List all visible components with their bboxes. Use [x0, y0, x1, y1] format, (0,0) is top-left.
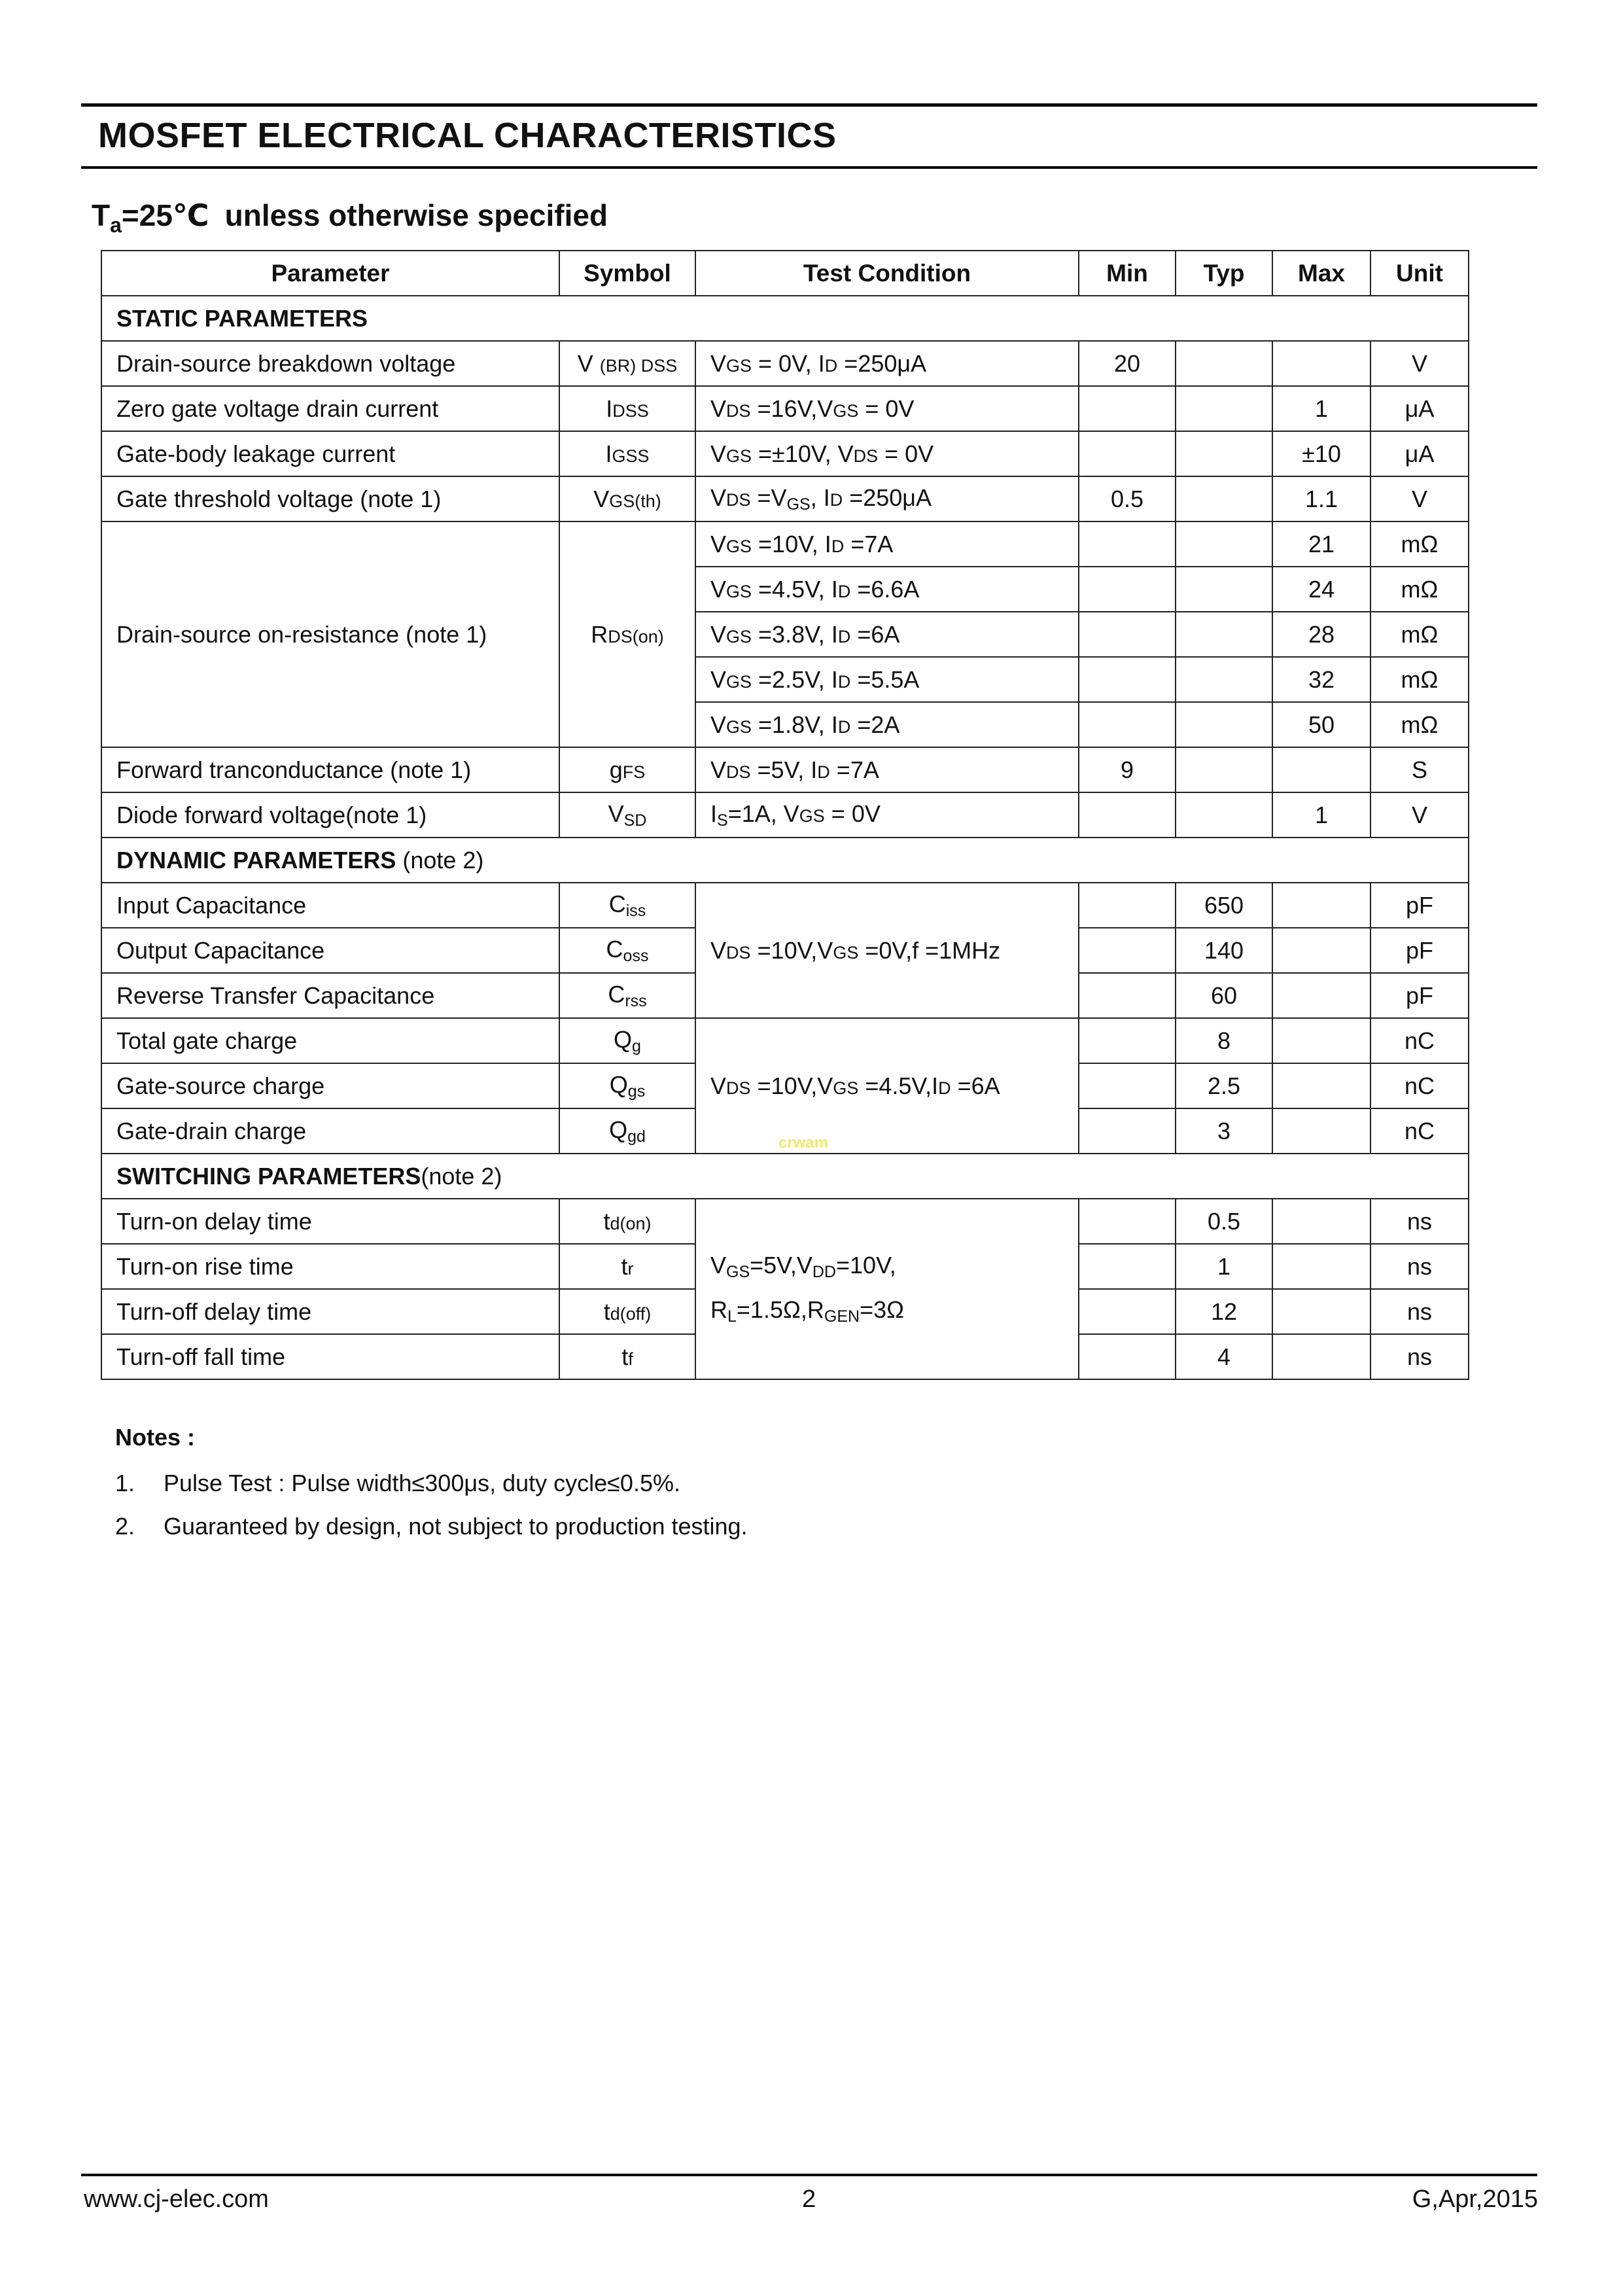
unit-cell: μA [1370, 386, 1469, 431]
header-typ: Typ [1176, 251, 1272, 296]
unit-cell: nC [1370, 1063, 1469, 1108]
param-cell: Gate-drain charge [101, 1108, 559, 1154]
condition-cell: VGS =2.5V, ID =5.5A [695, 657, 1079, 702]
param-cell: Turn-on rise time [101, 1244, 559, 1289]
notes-section [115, 1424, 748, 1556]
table-row [101, 431, 1469, 476]
max-cell [1272, 928, 1370, 973]
table-row [101, 1018, 1469, 1063]
param-cell: Gate threshold voltage (note 1) [101, 476, 559, 521]
unit-cell: mΩ [1370, 567, 1469, 612]
condition-cell: VDS $=V_{GS}$, ID =250μA [695, 476, 1079, 521]
typ-cell [1176, 702, 1272, 747]
max-cell: ±10 [1272, 431, 1370, 476]
max-cell [1272, 973, 1370, 1018]
param-cell: Turn-on delay time [101, 1199, 559, 1244]
header-min: Min [1079, 251, 1176, 296]
min-cell [1079, 1289, 1176, 1334]
typ-cell [1176, 476, 1272, 521]
table-row [101, 521, 1469, 567]
typ-cell [1176, 792, 1272, 838]
typ-cell [1176, 567, 1272, 612]
unit-cell: mΩ [1370, 521, 1469, 567]
symbol-cell: $C_{oss}$ [559, 928, 695, 973]
section-row-switching [101, 1154, 1469, 1199]
section-dynamic: DYNAMIC PARAMETERS (note 2) [101, 838, 1469, 883]
typ-cell [1176, 431, 1272, 476]
symbol-cell: td(on) [559, 1199, 695, 1244]
symbol-cell: VGS(th) [559, 476, 695, 521]
max-cell: 28 [1272, 612, 1370, 657]
param-cell: Turn-off delay time [101, 1289, 559, 1334]
condition-cell: VDS =16V,VGS = 0V [695, 386, 1079, 431]
condition-cell: VGS = 0V, ID =250μA [695, 341, 1079, 386]
watermark-text: crwam [778, 1134, 829, 1152]
max-cell [1272, 1289, 1370, 1334]
param-cell: Forward tranconductance (note 1) [101, 747, 559, 792]
condition-cell: VDS =5V, ID =7A [695, 747, 1079, 792]
param-cell: Output Capacitance [101, 928, 559, 973]
unit-cell: mΩ [1370, 702, 1469, 747]
condition-cell: VGS =4.5V, ID =6.6A [695, 567, 1079, 612]
typ-cell [1176, 657, 1272, 702]
min-cell [1079, 702, 1176, 747]
revision-date: G,Apr,2015 [1412, 2185, 1538, 2213]
unit-cell: pF [1370, 928, 1469, 973]
condition-cell: VDS =10V,VGS =4.5V,ID =6A [695, 1018, 1079, 1154]
unit-cell: μA [1370, 431, 1469, 476]
typ-cell: 4 [1176, 1334, 1272, 1379]
max-cell [1272, 341, 1370, 386]
min-cell: 20 [1079, 341, 1176, 386]
unit-cell: ns [1370, 1334, 1469, 1379]
table-row [101, 386, 1469, 431]
max-cell [1272, 1108, 1370, 1154]
footer-rule [81, 2174, 1537, 2176]
unit-cell: V [1370, 476, 1469, 521]
typ-cell: 8 [1176, 1018, 1272, 1063]
min-cell: 0.5 [1079, 476, 1176, 521]
max-cell: 1.1 [1272, 476, 1370, 521]
typ-cell: 2.5 [1176, 1063, 1272, 1108]
note-item: 2. Guaranteed by design, not subject to production testing. [115, 1513, 748, 1540]
typ-cell [1176, 747, 1272, 792]
min-cell [1079, 1063, 1176, 1108]
symbol-cell: $C_{iss}$ [559, 883, 695, 928]
unit-cell: pF [1370, 883, 1469, 928]
param-cell: Gate-source charge [101, 1063, 559, 1108]
max-cell [1272, 747, 1370, 792]
footer-url: www.cj-elec.com [84, 2185, 269, 2213]
condition-heading: $T_a=25℃$ unless otherwise specified [92, 198, 608, 238]
symbol-cell: $V_{SD}$ [559, 792, 695, 838]
condition-cell: VGS =10V, ID =7A [695, 521, 1079, 567]
max-cell [1272, 1018, 1370, 1063]
top-rule [81, 103, 1537, 107]
min-cell [1079, 612, 1176, 657]
header-symbol: Symbol [559, 251, 695, 296]
min-cell [1079, 567, 1176, 612]
title-underline [81, 166, 1537, 169]
param-cell: Zero gate voltage drain current [101, 386, 559, 431]
section-switching: SWITCHING PARAMETERS(note 2) [101, 1154, 1469, 1199]
min-cell [1079, 1199, 1176, 1244]
min-cell [1079, 1108, 1176, 1154]
header-unit: Unit [1370, 251, 1469, 296]
symbol-cell: IDSS [559, 386, 695, 431]
max-cell: 1 [1272, 792, 1370, 838]
unit-cell: ns [1370, 1244, 1469, 1289]
header-condition: Test Condition [695, 251, 1079, 296]
min-cell: 9 [1079, 747, 1176, 792]
condition-cell: $V_{GS}=5V,V_{DD}=10V$, $R_L=1.5\Omega,R_{GEN}=3\Omega$ [695, 1199, 1079, 1379]
typ-cell: 650 [1176, 883, 1272, 928]
notes-heading: Notes : [115, 1424, 196, 1451]
condition-cell: VGS =3.8V, ID =6A [695, 612, 1079, 657]
min-cell [1079, 883, 1176, 928]
min-cell [1079, 657, 1176, 702]
section-row-dynamic [101, 838, 1469, 883]
unit-cell: V [1370, 341, 1469, 386]
param-cell: Total gate charge [101, 1018, 559, 1063]
min-cell [1079, 386, 1176, 431]
typ-cell [1176, 386, 1272, 431]
symbol-cell: IGSS [559, 431, 695, 476]
condition-cell: VGS =±10V, VDS = 0V [695, 431, 1079, 476]
max-cell [1272, 1063, 1370, 1108]
table-row [101, 747, 1469, 792]
section-static: STATIC PARAMETERS [101, 296, 1469, 341]
condition-cell: VGS =1.8V, ID =2A [695, 702, 1079, 747]
param-cell: Diode forward voltage(note 1) [101, 792, 559, 838]
min-cell [1079, 431, 1176, 476]
min-cell [1079, 973, 1176, 1018]
unit-cell: V [1370, 792, 1469, 838]
max-cell: 1 [1272, 386, 1370, 431]
symbol-cell: tr [559, 1244, 695, 1289]
symbol-cell: $Q_{gs}$ [559, 1063, 695, 1108]
max-cell [1272, 1244, 1370, 1289]
symbol-cell: $C_{rss}$ [559, 973, 695, 1018]
header-parameter: Parameter [101, 251, 559, 296]
header-row [101, 251, 1469, 296]
unit-cell: pF [1370, 973, 1469, 1018]
max-cell: 50 [1272, 702, 1370, 747]
condition-cell: $I_S=1A$, VGS = 0V [695, 792, 1079, 838]
unit-cell: mΩ [1370, 657, 1469, 702]
table-row [101, 792, 1469, 838]
unit-cell: mΩ [1370, 612, 1469, 657]
min-cell [1079, 521, 1176, 567]
condition-cell: VDS =10V,VGS =0V,f =1MHz [695, 883, 1079, 1018]
max-cell [1272, 1199, 1370, 1244]
note-item: 1. Pulse Test : Pulse width≤300μs, duty cycle≤0.5%. [115, 1470, 680, 1496]
symbol-cell: V (BR) DSS [559, 341, 695, 386]
param-cell: Reverse Transfer Capacitance [101, 973, 559, 1018]
typ-cell [1176, 341, 1272, 386]
typ-cell: 3 [1176, 1108, 1272, 1154]
typ-cell: 60 [1176, 973, 1272, 1018]
table-row [101, 476, 1469, 521]
min-cell [1079, 1244, 1176, 1289]
symbol-cell: $Q_g$ [559, 1018, 695, 1063]
unit-cell: ns [1370, 1199, 1469, 1244]
header-max: Max [1272, 251, 1370, 296]
min-cell [1079, 928, 1176, 973]
min-cell [1079, 1018, 1176, 1063]
unit-cell: ns [1370, 1289, 1469, 1334]
symbol-cell: $Q_{gd}$ [559, 1108, 695, 1154]
section-row-static [101, 296, 1469, 341]
param-cell: Gate-body leakage current [101, 431, 559, 476]
param-cell: Drain-source breakdown voltage [101, 341, 559, 386]
param-cell: Input Capacitance [101, 883, 559, 928]
max-cell: 32 [1272, 657, 1370, 702]
max-cell [1272, 1334, 1370, 1379]
max-cell: 24 [1272, 567, 1370, 612]
characteristics-table [101, 250, 1469, 1380]
typ-cell: 140 [1176, 928, 1272, 973]
unit-cell: nC [1370, 1018, 1469, 1063]
symbol-cell: td(off) [559, 1289, 695, 1334]
unit-cell: S [1370, 747, 1469, 792]
typ-cell [1176, 612, 1272, 657]
unit-cell: nC [1370, 1108, 1469, 1154]
symbol-cell: tf [559, 1334, 695, 1379]
page-title: MOSFET ELECTRICAL CHARACTERISTICS [98, 116, 837, 155]
min-cell [1079, 792, 1176, 838]
min-cell [1079, 1334, 1176, 1379]
table-row [101, 1199, 1469, 1244]
page-number: 2 [802, 2185, 816, 2213]
typ-cell: 0.5 [1176, 1199, 1272, 1244]
param-cell: Drain-source on-resistance (note 1) [101, 521, 559, 747]
table-row [101, 883, 1469, 928]
symbol-cell: gFS [559, 747, 695, 792]
symbol-cell: RDS(on) [559, 521, 695, 747]
typ-cell: 12 [1176, 1289, 1272, 1334]
typ-cell [1176, 521, 1272, 567]
typ-cell: 1 [1176, 1244, 1272, 1289]
max-cell: 21 [1272, 521, 1370, 567]
param-cell: Turn-off fall time [101, 1334, 559, 1379]
table-row [101, 341, 1469, 386]
max-cell [1272, 883, 1370, 928]
